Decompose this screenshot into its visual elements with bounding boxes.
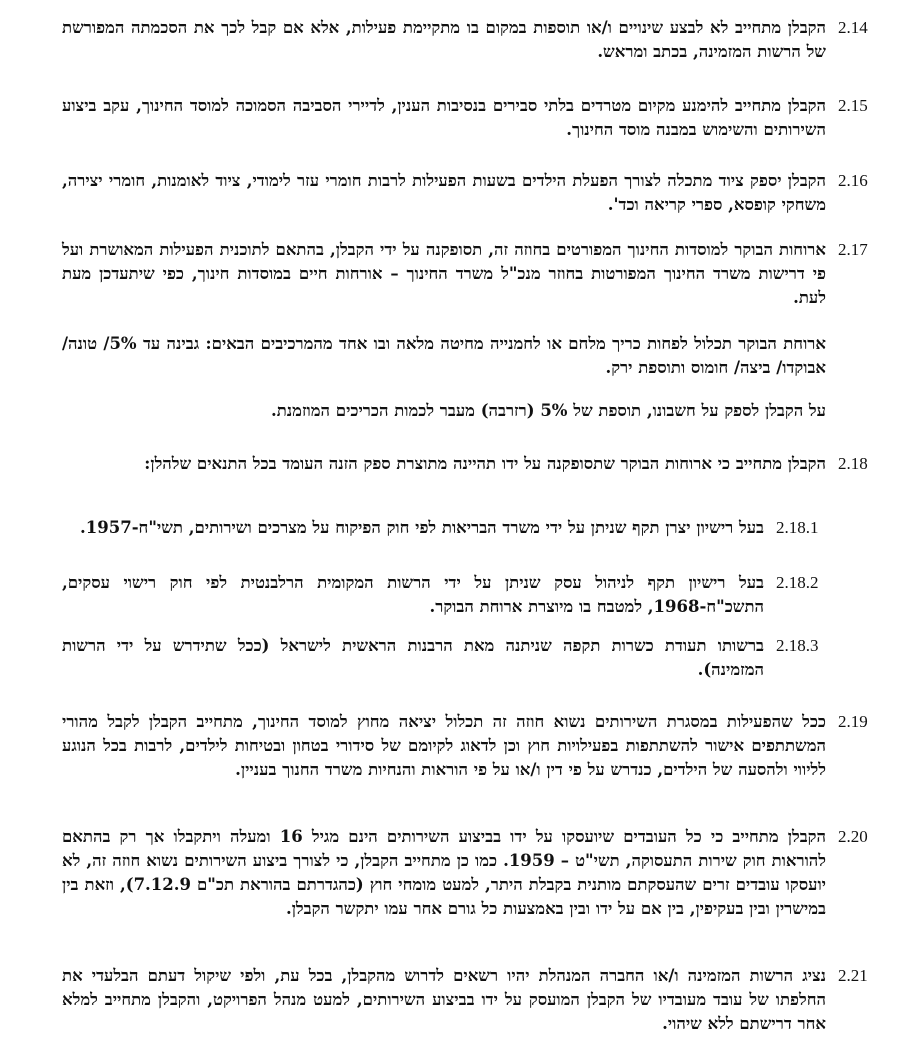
- clause-number: 2.16: [838, 171, 868, 190]
- clause-text: ככל שהפעילות במסגרת השירותים נשוא חוזה זה תכלול יציאה מחוץ למוסד החינוך, מתחייב הקבלן לקבל מהורי המשתתפים אישור להשתתפות בפעילויות חוץ וכן לדאוג לקיומם של סידורי בטחון ובטיחות לילדים, לרבות בכל הנוגע לליווי ולהסעה של הילדים, כנדרש על פי דין ו/או על פי הוראות והנחיות משרד החנוך בעניין.: [62, 712, 826, 779]
- clause-text: נציג הרשות המזמינה ו/או החברה המנהלת יהיו רשאים לדרוש מהקבלן, בכל עת, ולפי שיקול דעתם הבלעדי את החלפתו של עובד מעובדיו של הקבלן המועסק על ידו בביצוע השירותים, למעט מנהל הפרויקט, והקבלן מתחייב למלא אחר דרישתם ללא שיהוי.: [62, 966, 826, 1033]
- subclause-text: ברשותו תעודת כשרות תקפה שניתנה מאת הרבנות הראשית לישראל (ככל שתידרש על ידי הרשות המזמינה).: [62, 636, 764, 679]
- subclause-text: בעל רישיון תקף לניהול עסק שניתן על ידי הרשות המקומית הרלבנטית לפי חוק רישוי עסקים, התשכ"ח-1968, למטבח בו מיוצרת ארוחת הבוקר.: [62, 573, 764, 616]
- clause-text: הקבלן מתחייב כי ארוחות הבוקר שתסופקנה על ידו תהיינה מתוצרת ספק הזנה העומד בכל התנאים שלהלן:: [144, 454, 826, 473]
- clause-number: 2.14: [838, 18, 868, 37]
- clause-number: 2.19: [838, 712, 868, 731]
- clause-paragraph: על הקבלן לספק על חשבונו, תוספת של 5% (רזרבה) מעבר לכמות הכריכים המוזמנת.: [270, 401, 826, 420]
- clause-paragraph: ארוחת הבוקר תכלול לפחות כריך מלחם או לחמנייה מחיטה מלאה ובו אחד מהמרכיבים הבאים: גבינה עד 5%/ טונה/ אבוקדו/ ביצה/ חומוס ותוספת ירק.: [62, 334, 826, 377]
- clause-text: הקבלן מתחייב כי כל העובדים שיועסקו על ידו בביצוע השירותים הינם מגיל 16 ומעלה ויתקבלו אך רק בהתאם להוראות חוק שירות התעסוקה, תשי"ט – 1959. כמו כן מתחייב הקבלן, כי לצורך ביצוע השירותים נשוא חוזה זה, לא יועסקו עובדים זרים שהעסקתם מותנית בקבלת היתר, למעט מומחי חוץ (כהגדרתם בהוראת תכ"ם 7.12.9), וזאת בין במישרין ובין בעקיפין, בין אם על ידו ובין באמצעות כל גורם אחר עמו יתקשר הקבלן.: [62, 827, 827, 918]
- clause-text: ארוחות הבוקר למוסדות החינוך המפורטים בחוזה זה, תסופקנה על ידי הקבלן, בהתאם לתוכנית הפעילות המאושרת ועל פי דרישות משרד החינוך המפורטות בחוזר מנכ"ל משרד החינוך – אורחות חיים במוסדות חינוך, כפי שיתעדכן מעת לעת.: [62, 240, 826, 307]
- clause-text: הקבלן מתחייב להימנע מקיום מטרדים בלתי סבירים בנסיבות הענין, לדיירי הסביבה הסמוכה למוסד החינוך, עקב ביצוע השירותים והשימוש במבנה מוסד החינוך.: [62, 96, 826, 139]
- subclause-number: 2.18.3: [776, 636, 819, 655]
- clause-number: 2.15: [838, 96, 868, 115]
- clause-text: הקבלן יספק ציוד מתכלה לצורך הפעלת הילדים בשעות הפעילות לרבות חומרי עזר לימודי, ציוד לאומנות, חומרי יצירה, משחקי קופסא, ספרי קריאה וכד'.: [62, 171, 826, 214]
- subclause-text: בעל רישיון יצרן תקף שניתן על ידי משרד הבריאות לפי חוק הפיקוח על מצרכים ושירותים, תשי"ח-1957.: [80, 518, 764, 537]
- subclause-number: 2.18.2: [776, 573, 819, 592]
- clause-number: 2.20: [838, 827, 868, 846]
- clause-text: הקבלן מתחייב לא לבצע שינויים ו/או תוספות במקום בו מתקיימת פעילות, אלא אם קבל לכך את הסכמתה המפורשת של הרשות המזמינה, בכתב ומראש.: [62, 18, 826, 61]
- clause-number: 2.21: [838, 966, 868, 985]
- clause-number: 2.18: [838, 454, 868, 473]
- subclause-number: 2.18.1: [776, 518, 819, 537]
- clause-number: 2.17: [838, 240, 868, 259]
